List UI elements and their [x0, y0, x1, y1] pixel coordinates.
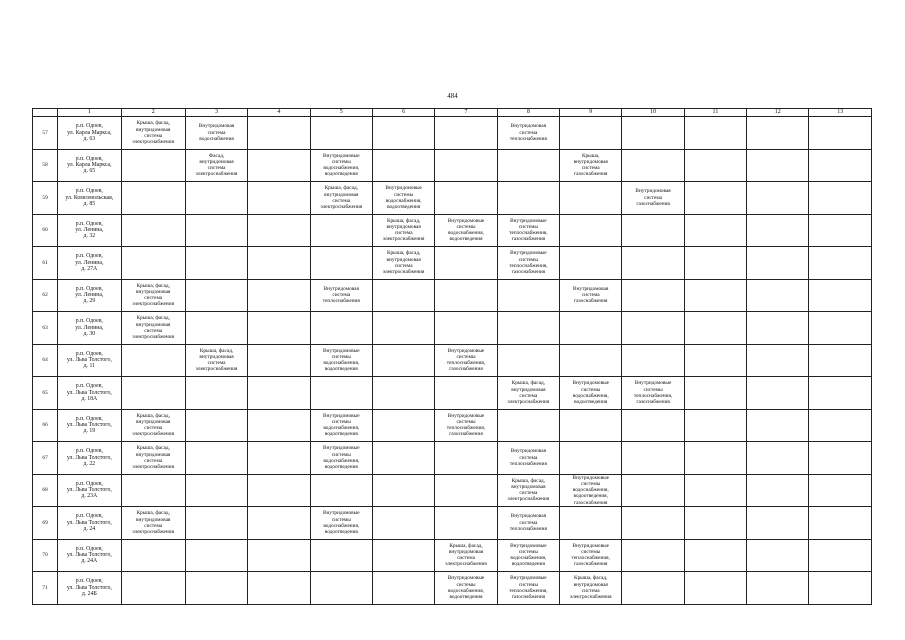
work-type-cell: [560, 117, 622, 150]
work-type-cell: Крыша, фасад, внутридомовая система электроснабжения: [497, 474, 559, 507]
work-type-cell: [435, 279, 497, 312]
work-type-cell: [248, 279, 310, 312]
work-type-cell: [809, 182, 872, 215]
work-type-cell: [372, 572, 434, 605]
page-number: 484: [447, 92, 458, 100]
work-type-cell: [809, 377, 872, 410]
row-number-cell: 63: [33, 312, 58, 345]
address-cell: р.п. Одоев, ул. Карла Маркса, д. 65: [58, 149, 121, 182]
table-row: [33, 377, 872, 410]
work-type-cell: [684, 149, 746, 182]
work-type-cell: [185, 279, 247, 312]
work-type-cell: [622, 247, 684, 280]
work-type-cell: [248, 507, 310, 540]
row-number-cell: 65: [33, 377, 58, 410]
header-cell-10: 10: [622, 109, 684, 117]
work-type-cell: [185, 474, 247, 507]
work-type-cell: Внутридомовые системы теплоснабжения, газоснабжения: [497, 572, 559, 605]
work-type-cell: [435, 507, 497, 540]
work-type-cell: [560, 344, 622, 377]
header-cell-2: 2: [121, 109, 185, 117]
work-type-cell: Внутридомовая система теплоснабжения: [497, 507, 559, 540]
repair-schedule-table: [32, 108, 872, 605]
work-type-cell: [684, 182, 746, 215]
address-cell: р.п. Одоев, ул. Льва Толстого, д. 11: [58, 344, 121, 377]
work-type-cell: [372, 442, 434, 475]
work-type-cell: [684, 279, 746, 312]
work-type-cell: [809, 312, 872, 345]
address-cell: р.п. Одоев, ул. Ленина, д. 27А: [58, 247, 121, 280]
work-type-cell: Крыша, фасад, внутридомовая система электроснабжения: [121, 279, 185, 312]
work-type-cell: [747, 507, 809, 540]
work-type-cell: [372, 117, 434, 150]
header-cell-1: 1: [58, 109, 121, 117]
work-type-cell: [684, 344, 746, 377]
work-type-cell: [622, 539, 684, 572]
work-type-cell: [684, 572, 746, 605]
work-type-cell: [310, 247, 372, 280]
address-cell: р.п. Одоев, ул. Комсомольская, д. 85: [58, 182, 121, 215]
work-type-cell: [372, 312, 434, 345]
work-type-cell: [372, 474, 434, 507]
work-type-cell: [809, 279, 872, 312]
work-type-cell: Внутридомовая система теплоснабжения: [310, 279, 372, 312]
address-cell: р.п. Одоев, ул. Льва Толстого, д. 24Б: [58, 572, 121, 605]
work-type-cell: Внутридомовая система теплоснабжения: [497, 117, 559, 150]
table-row: [33, 312, 872, 345]
table-row: [33, 572, 872, 605]
work-type-cell: Крыша, внутридомовая система газоснабжения: [560, 149, 622, 182]
work-type-cell: [435, 149, 497, 182]
work-type-cell: [310, 539, 372, 572]
work-type-cell: [622, 344, 684, 377]
work-type-cell: [310, 312, 372, 345]
work-type-cell: [747, 279, 809, 312]
work-type-cell: [747, 409, 809, 442]
work-type-cell: [747, 474, 809, 507]
work-type-cell: [747, 214, 809, 247]
work-type-cell: Внутридомовые системы водоснабжения, водоотведения: [497, 539, 559, 572]
work-type-cell: [684, 377, 746, 410]
work-type-cell: [684, 214, 746, 247]
header-row: [33, 109, 872, 117]
work-type-cell: [310, 214, 372, 247]
row-number-cell: 57: [33, 117, 58, 150]
work-type-cell: Внутридомовая система водоснабжения: [185, 117, 247, 150]
address-cell: р.п. Одоев, ул. Льва Толстого, д. 19: [58, 409, 121, 442]
table-row: [33, 442, 872, 475]
work-type-cell: [809, 572, 872, 605]
work-type-cell: [248, 442, 310, 475]
work-type-cell: [310, 377, 372, 410]
address-cell: р.п. Одоев, ул. Ленина, д. 29: [58, 279, 121, 312]
work-type-cell: Фасад, внутридомовая система электроснабжения: [185, 149, 247, 182]
header-cell-3: 3: [185, 109, 247, 117]
work-type-cell: [809, 117, 872, 150]
work-type-cell: [248, 182, 310, 215]
work-type-cell: [622, 474, 684, 507]
work-type-cell: [185, 409, 247, 442]
row-number-cell: 68: [33, 474, 58, 507]
work-type-cell: [684, 312, 746, 345]
work-type-cell: [622, 442, 684, 475]
work-type-cell: [747, 182, 809, 215]
header-cell-7: 7: [435, 109, 497, 117]
work-type-cell: [809, 344, 872, 377]
work-type-cell: [121, 474, 185, 507]
table-row: [33, 539, 872, 572]
address-cell: р.п. Одоев, ул. Льва Толстого, д. 24А: [58, 539, 121, 572]
work-type-cell: [560, 247, 622, 280]
work-type-cell: Крыша, фасад, внутридомовая система электроснабжения: [121, 117, 185, 150]
work-type-cell: Внутридомовая система газоснабжения: [622, 182, 684, 215]
row-number-cell: 70: [33, 539, 58, 572]
work-type-cell: Крыша, фасад, внутридомовая система электроснабжения: [372, 247, 434, 280]
work-type-cell: [121, 182, 185, 215]
work-type-cell: [809, 442, 872, 475]
row-number-cell: 66: [33, 409, 58, 442]
work-type-cell: [684, 247, 746, 280]
table-row: [33, 182, 872, 215]
work-type-cell: [248, 409, 310, 442]
work-type-cell: [435, 117, 497, 150]
table-row: [33, 279, 872, 312]
address-cell: р.п. Одоев, ул. Льва Толстого, д. 24: [58, 507, 121, 540]
work-type-cell: [248, 247, 310, 280]
work-type-cell: Внутридомовые системы водоснабжения, водоотведения: [310, 149, 372, 182]
table-row: [33, 214, 872, 247]
work-type-cell: [747, 344, 809, 377]
header-cell-9: 9: [560, 109, 622, 117]
address-cell: р.п. Одоев, ул. Льва Толстого, д. 23А: [58, 474, 121, 507]
work-type-cell: [121, 247, 185, 280]
work-type-cell: [747, 117, 809, 150]
work-type-cell: [809, 409, 872, 442]
work-type-cell: [372, 149, 434, 182]
work-type-cell: [185, 312, 247, 345]
header-cell-blank: [33, 109, 58, 117]
work-type-cell: [684, 442, 746, 475]
row-number-cell: 61: [33, 247, 58, 280]
work-type-cell: [809, 247, 872, 280]
work-type-cell: Крыша, фасад, внутридомовая система электроснабжения: [560, 572, 622, 605]
work-type-cell: Внутридомовые системы водоснабжения, водоотведения, газоснабжения: [560, 474, 622, 507]
work-type-cell: Крыша, фасад, внутридомовая система электроснабжения: [185, 344, 247, 377]
work-type-cell: [185, 247, 247, 280]
table-row: [33, 507, 872, 540]
work-type-cell: [560, 409, 622, 442]
work-type-cell: [435, 377, 497, 410]
work-type-cell: Внутридомовые системы водоснабжения, водоотведения: [372, 182, 434, 215]
work-type-cell: [497, 344, 559, 377]
work-type-cell: [121, 344, 185, 377]
work-type-cell: [248, 312, 310, 345]
work-type-cell: Внутридомовая система газоснабжения: [560, 279, 622, 312]
work-type-cell: Крыша, фасад, внутридомовая система электроснабжения: [121, 442, 185, 475]
work-type-cell: [248, 572, 310, 605]
work-type-cell: [185, 539, 247, 572]
work-type-cell: [310, 117, 372, 150]
work-type-cell: [747, 149, 809, 182]
work-type-cell: Внутридомовые системы теплоснабжения, газоснабжения: [497, 214, 559, 247]
work-type-cell: [622, 214, 684, 247]
work-type-cell: [185, 377, 247, 410]
table-row: [33, 117, 872, 150]
work-type-cell: [248, 539, 310, 572]
address-cell: р.п. Одоев, ул. Ленина, д. 30: [58, 312, 121, 345]
work-type-cell: [310, 474, 372, 507]
work-type-cell: [560, 214, 622, 247]
work-type-cell: Крыша, фасад, внутридомовая система электроснабжения: [121, 312, 185, 345]
work-type-cell: [747, 247, 809, 280]
work-type-cell: [248, 149, 310, 182]
row-number-cell: 58: [33, 149, 58, 182]
row-number-cell: 67: [33, 442, 58, 475]
work-type-cell: [747, 572, 809, 605]
work-type-cell: Крыша, фасад, внутридомовая система электроснабжения: [121, 507, 185, 540]
work-type-cell: [560, 507, 622, 540]
work-type-cell: Крыша, фасад, внутридомовая система электроснабжения: [372, 214, 434, 247]
address-cell: р.п. Одоев, ул. Ленина, д. 32: [58, 214, 121, 247]
work-type-cell: [684, 474, 746, 507]
work-type-cell: [435, 182, 497, 215]
work-type-cell: Внутридомовые системы водоснабжения, водоотведения: [435, 214, 497, 247]
work-type-cell: [372, 279, 434, 312]
work-type-cell: Внутридомовые системы теплоснабжения, газоснабжения: [560, 539, 622, 572]
work-type-cell: [622, 312, 684, 345]
row-number-cell: 71: [33, 572, 58, 605]
work-type-cell: [121, 539, 185, 572]
work-type-cell: Крыша, фасад, внутридомовая система электроснабжения: [121, 409, 185, 442]
work-type-cell: Внутридомовые системы теплоснабжения, газоснабжения: [622, 377, 684, 410]
work-type-cell: [121, 214, 185, 247]
work-type-cell: [185, 507, 247, 540]
table-row: [33, 344, 872, 377]
work-type-cell: [747, 442, 809, 475]
work-type-cell: [684, 409, 746, 442]
work-type-cell: [248, 214, 310, 247]
work-type-cell: [248, 117, 310, 150]
work-type-cell: [684, 507, 746, 540]
work-type-cell: [248, 344, 310, 377]
row-number-cell: 60: [33, 214, 58, 247]
row-number-cell: 69: [33, 507, 58, 540]
work-type-cell: [684, 539, 746, 572]
table-body: [33, 109, 872, 605]
header-cell-5: 5: [310, 109, 372, 117]
work-type-cell: Крыша, фасад, внутридомовая система электроснабжения: [310, 182, 372, 215]
work-type-cell: [372, 377, 434, 410]
work-type-cell: [185, 214, 247, 247]
work-type-cell: [560, 442, 622, 475]
work-type-cell: [497, 279, 559, 312]
address-cell: р.п. Одоев, ул. Льва Толстого, д. 18А: [58, 377, 121, 410]
header-cell-11: 11: [684, 109, 746, 117]
work-type-cell: Внутридомовые системы водоснабжения, водоотведения: [310, 442, 372, 475]
table-row: [33, 474, 872, 507]
work-type-cell: Крыша, фасад, внутридомовая система электроснабжения: [435, 539, 497, 572]
header-cell-8: 8: [497, 109, 559, 117]
work-type-cell: [372, 539, 434, 572]
work-type-cell: [310, 572, 372, 605]
work-type-cell: [372, 409, 434, 442]
work-type-cell: [372, 507, 434, 540]
work-type-cell: [747, 539, 809, 572]
table-row: [33, 409, 872, 442]
work-type-cell: [248, 474, 310, 507]
work-type-cell: [622, 507, 684, 540]
header-cell-13: 13: [809, 109, 872, 117]
work-type-cell: [747, 312, 809, 345]
work-type-cell: Внутридомовые системы теплоснабжения, газоснабжения: [435, 344, 497, 377]
work-type-cell: [560, 312, 622, 345]
work-type-cell: [248, 377, 310, 410]
work-type-cell: [435, 442, 497, 475]
address-cell: р.п. Одоев, ул. Карла Маркса, д. 63: [58, 117, 121, 150]
work-type-cell: Внутридомовые системы теплоснабжения, газоснабжения: [497, 247, 559, 280]
address-cell: р.п. Одоев, ул. Льва Толстого, д. 22: [58, 442, 121, 475]
work-type-cell: [622, 279, 684, 312]
work-type-cell: [435, 247, 497, 280]
work-type-cell: [809, 474, 872, 507]
row-number-cell: 64: [33, 344, 58, 377]
work-type-cell: Внутридомовые системы водоснабжения, водоотведения: [310, 344, 372, 377]
table-row: [33, 247, 872, 280]
work-type-cell: [185, 182, 247, 215]
work-type-cell: [809, 539, 872, 572]
work-type-cell: [809, 214, 872, 247]
work-type-cell: [121, 377, 185, 410]
work-type-cell: [121, 572, 185, 605]
work-type-cell: [435, 474, 497, 507]
work-type-cell: [435, 312, 497, 345]
work-type-cell: [809, 149, 872, 182]
work-type-cell: [622, 572, 684, 605]
work-type-cell: [185, 572, 247, 605]
work-type-cell: [497, 312, 559, 345]
work-type-cell: [372, 344, 434, 377]
work-type-cell: [560, 182, 622, 215]
work-type-cell: [497, 409, 559, 442]
row-number-cell: 62: [33, 279, 58, 312]
work-type-cell: Внутридомовые системы водоснабжения, водоотведения: [310, 409, 372, 442]
work-type-cell: [747, 377, 809, 410]
work-type-cell: [622, 117, 684, 150]
row-number-cell: 59: [33, 182, 58, 215]
work-type-cell: Внутридомовые системы водоснабжения, водоотведения: [310, 507, 372, 540]
work-type-cell: [185, 442, 247, 475]
work-type-cell: [121, 149, 185, 182]
table-row: [33, 149, 872, 182]
work-type-cell: Внутридомовые системы водоснабжения, водоотведения: [435, 572, 497, 605]
work-type-cell: [497, 182, 559, 215]
work-type-cell: [622, 149, 684, 182]
header-cell-12: 12: [747, 109, 809, 117]
header-cell-4: 4: [248, 109, 310, 117]
work-type-cell: [809, 507, 872, 540]
work-type-cell: Внутридомовая система теплоснабжения: [497, 442, 559, 475]
work-type-cell: [684, 117, 746, 150]
header-cell-6: 6: [372, 109, 434, 117]
work-type-cell: [622, 409, 684, 442]
work-type-cell: Крыша, фасад, внутридомовая система электроснабжения: [497, 377, 559, 410]
work-type-cell: Внутридомовые системы теплоснабжения, газоснабжения: [435, 409, 497, 442]
work-type-cell: Внутридомовые системы водоснабжения, водоотведения: [560, 377, 622, 410]
work-type-cell: [497, 149, 559, 182]
